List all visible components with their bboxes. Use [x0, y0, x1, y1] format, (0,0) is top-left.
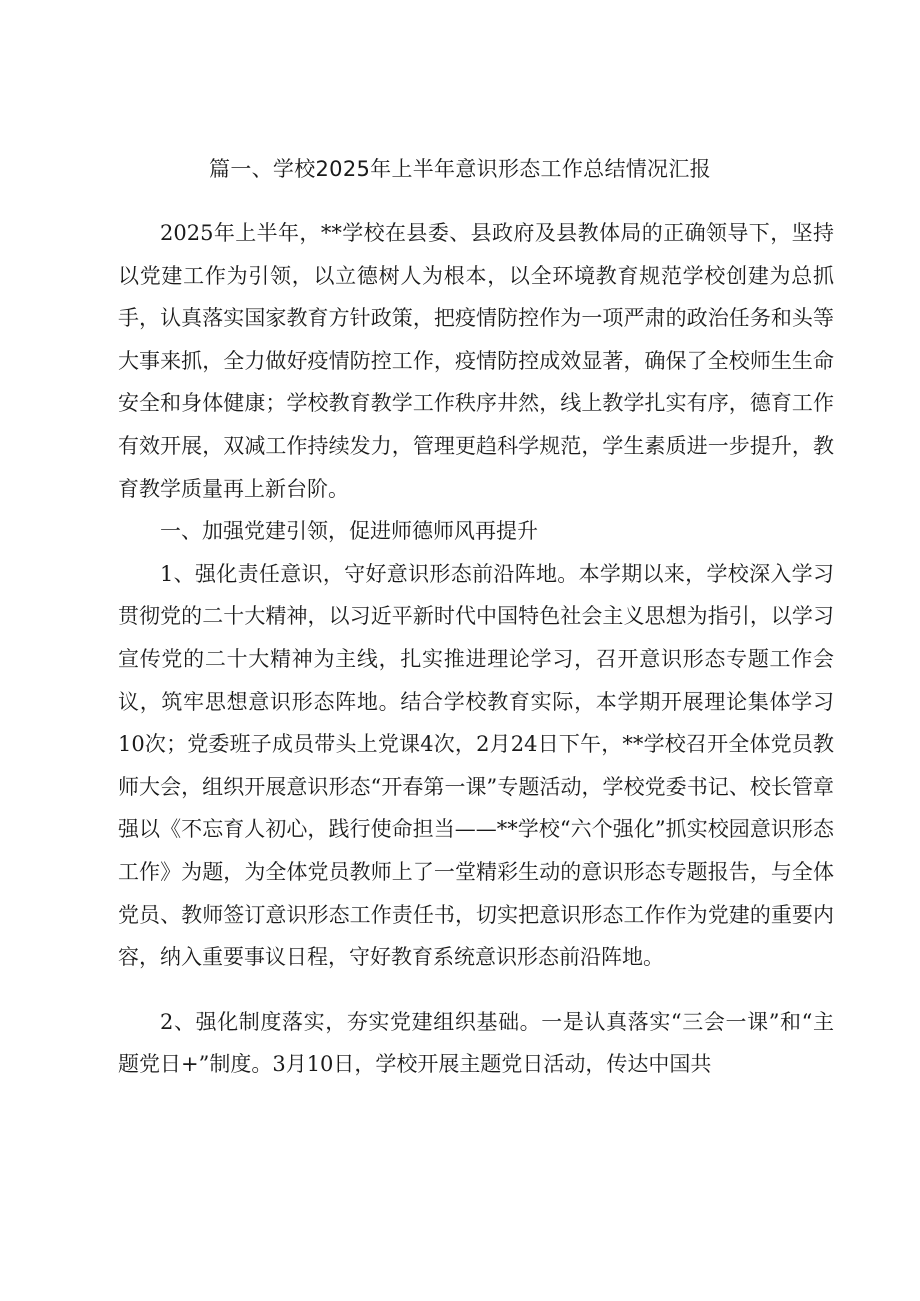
item-1-paragraph: 1、强化责任意识，守好意识形态前沿阵地。本学期以来，学校深入学习贯彻党的二十大精神，以习近平新时代中国特色社会主义思想为指引，以学习宣传党的二十大精神为主线，扎实推进理论学习，召开意识形态专题工作会议，筑牢思想意识形态阵地。结合学校教育实际，本学期开展理论集体学习10次；党委班子成员带头上党课4次，2月24日下午，**学校召开全体党员教师大会，组织开展意识形态“开春第一课”专题活动，学校党委书记、校长管章强以《不忘育人初心，践行使命担当——**学校“六个强化”抓实校园意识形态工作》为题，为全体党员教师上了一堂精彩生动的意识形态专题报告，与全体党员、教师签订意识形态工作责任书，切实把意识形态工作作为党建的重要内容，纳入重要事议日程，守好教育系统意识形态前沿阵地。: [118, 561, 834, 970]
item-2-paragraph: 2、强化制度落实，夯实党建组织基础。一是认真落实“三会一课”和“主题党日+”制度。3月10日，学校开展主题党日活动，传达中国共: [118, 1009, 834, 1077]
document-body: [118, 212, 834, 1086]
intro-paragraph: 2025年上半年，**学校在县委、县政府及县教体局的正确领导下，坚持以党建工作为引领，以立德树人为根本，以全环境教育规范学校创建为总抓手，认真落实国家教育方针政策，把疫情防控作为一项严肃的政治任务和头等大事来抓，全力做好疫情防控工作，疫情防控成效显著，确保了全校师生生命安全和身体健康；学校教育教学工作秩序井然，线上教学扎实有序，德育工作有效开展，双减工作持续发力，管理更趋科学规范，学生素质进一步提升，教育教学质量再上新台阶。: [118, 221, 834, 501]
section-heading: 一、加强党建引领，促进师德师风再提升: [160, 519, 538, 544]
document-title: 篇一、学校2025年上半年意识形态工作总结情况汇报: [209, 157, 711, 181]
